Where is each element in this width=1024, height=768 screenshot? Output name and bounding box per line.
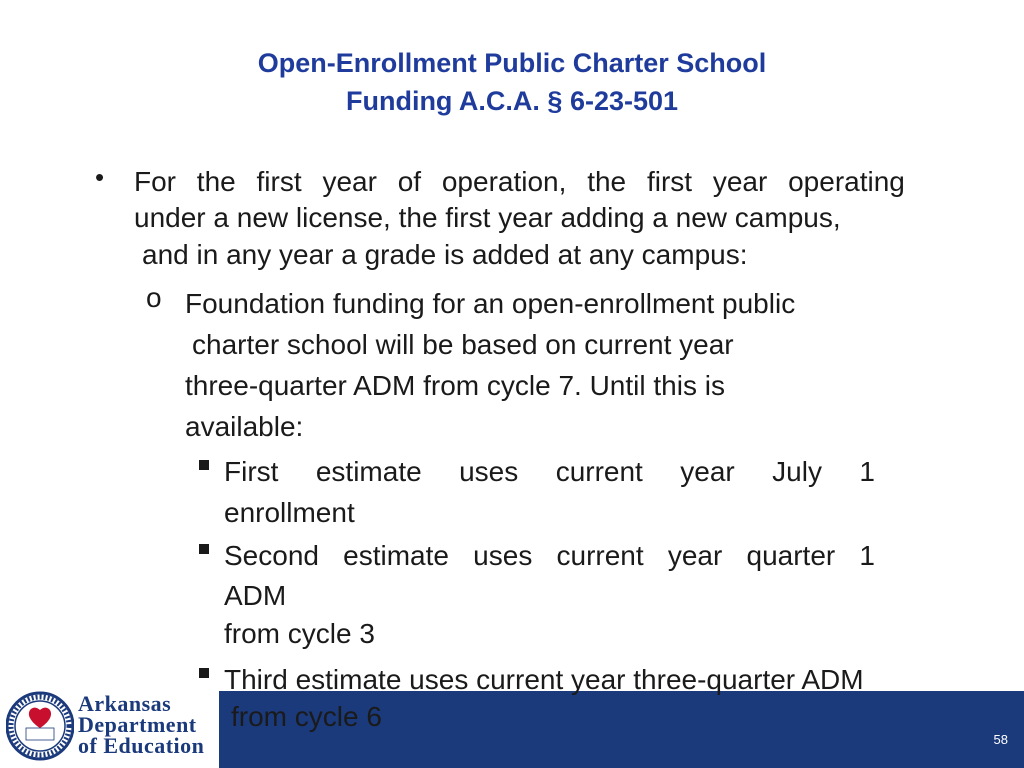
ade-line-3: of Education <box>78 733 205 758</box>
ade-logo <box>0 684 219 768</box>
square-bullet <box>199 544 209 554</box>
word: first <box>646 166 693 197</box>
word: estimate <box>343 540 449 571</box>
bullet1-line-1 <box>134 164 905 200</box>
word: operating <box>788 166 905 197</box>
word: uses <box>459 456 519 487</box>
word: For <box>134 166 176 197</box>
sub1-line-4: available: <box>185 411 304 442</box>
sub1-line-3: three-quarter ADM from cycle 7. Until this is <box>185 370 725 401</box>
item3-line-2: from cycle 6 <box>231 701 382 732</box>
department-seal-icon <box>6 688 74 764</box>
word: year <box>680 456 735 487</box>
item3-line-1: Third estimate uses current year three-quarter ADM <box>224 664 864 695</box>
word: estimate <box>315 456 422 487</box>
word: First <box>224 456 279 487</box>
word: year <box>712 166 768 197</box>
bullet1-line-2: under a new license, the first year adding a new campus, <box>134 202 841 233</box>
item2-line-1 <box>224 538 875 574</box>
ade-line-1: Arkansas <box>78 691 172 716</box>
square-bullet <box>199 460 209 470</box>
slide-title <box>0 44 1024 120</box>
word: July <box>772 456 822 487</box>
sub-bullet-marker: o <box>146 282 162 313</box>
sub1-line-2: charter school will be based on current year <box>192 329 734 360</box>
word: the <box>196 166 236 197</box>
word: year <box>667 540 723 571</box>
word: 1 <box>859 540 875 571</box>
word: quarter <box>746 540 836 571</box>
word: the <box>587 166 627 197</box>
word: current <box>555 456 643 487</box>
word: operation, <box>441 166 567 197</box>
ade-line-2: Department <box>78 712 197 737</box>
word: first <box>256 166 302 197</box>
item2-line-3: from cycle 3 <box>224 618 375 649</box>
item1-line-2: enrollment <box>224 497 355 528</box>
word: current <box>556 540 644 571</box>
word: of <box>397 166 422 197</box>
page-number: 58 <box>993 732 1008 747</box>
bullet1-line-3: and in any year a grade is added at any campus: <box>142 239 748 270</box>
item1-line-1 <box>224 454 875 490</box>
item2-line-2: ADM <box>224 580 287 611</box>
ade-wordmark <box>78 693 204 756</box>
word: Second <box>224 540 319 571</box>
square-bullet <box>199 668 209 678</box>
title-line-2: Funding A.C.A. § 6-23-501 <box>345 86 679 116</box>
word: uses <box>473 540 533 571</box>
title-line-1: Open-Enrollment Public Charter School <box>257 48 767 78</box>
bullet-dot: • <box>95 162 105 192</box>
word: year <box>322 166 377 197</box>
word: 1 <box>859 456 875 487</box>
sub1-line-1: Foundation funding for an open-enrollment public <box>185 288 796 319</box>
